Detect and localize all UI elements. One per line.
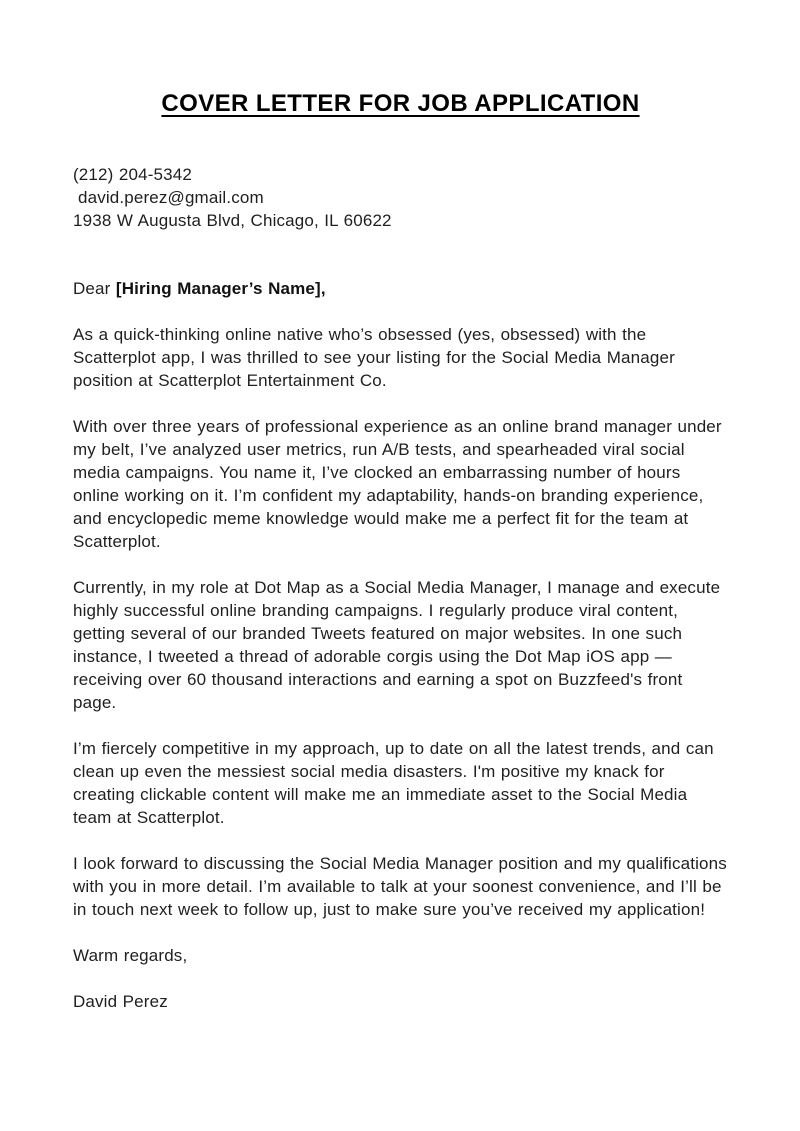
hiring-manager-placeholder: [Hiring Manager’s Name], xyxy=(115,279,326,298)
paragraph-experience: With over three years of professional experience as an online brand manager under my belt, I’ve analyzed user metrics, run A/B tests, and spearheaded viral social media campaigns. You name it, I’ve clocked an embarrassing number of hours online working on it. I’m confident my adaptability, hands-on branding experience, and encyclopedic meme knowledge would make me a perfect fit for the team at Scatterplot. xyxy=(73,417,722,551)
contact-email: david.perez@gmail.com xyxy=(78,188,264,207)
closing-line: Warm regards, xyxy=(73,946,188,965)
signature-name: David Perez xyxy=(73,992,168,1011)
letter-body xyxy=(73,277,731,1013)
contact-block xyxy=(73,163,728,232)
paragraph-intro: As a quick-thinking online native who’s obsessed (yes, obsessed) with the Scatterplot app, I was thrilled to see your listing for the Social Media Manager position at Scatterplot Entertainment Co. xyxy=(73,325,675,390)
salutation-prefix: Dear xyxy=(73,279,116,298)
contact-address: 1938 W Augusta Blvd, Chicago, IL 60622 xyxy=(73,211,392,230)
document-title: COVER LETTER FOR JOB APPLICATION xyxy=(161,90,640,117)
salutation xyxy=(73,277,731,300)
paragraph-follow-up: I look forward to discussing the Social Media Manager position and my qualifications with you in more detail. I’m available to talk at your soonest convenience, and I’ll be in touch next week to follow up, just to make sure you’ve received my application! xyxy=(73,854,727,919)
paragraph-current-role: Currently, in my role at Dot Map as a Social Media Manager, I manage and execute highly successful online branding campaigns. I regularly produce viral content, getting several of our branded Tweets featured on major websites. In one such instance, I tweeted a thread of adorable corgis using the Dot Map iOS app — receiving over 60 thousand interactions and earning a spot on Buzzfeed's front page. xyxy=(73,578,721,712)
paragraph-strengths: I’m fiercely competitive in my approach, up to date on all the latest trends, and can clean up even the messiest social media disasters. I'm positive my knack for creating clickable content will make me an immediate asset to the Social Media team at Scatterplot. xyxy=(73,739,714,827)
contact-phone: (212) 204-5342 xyxy=(73,165,192,184)
